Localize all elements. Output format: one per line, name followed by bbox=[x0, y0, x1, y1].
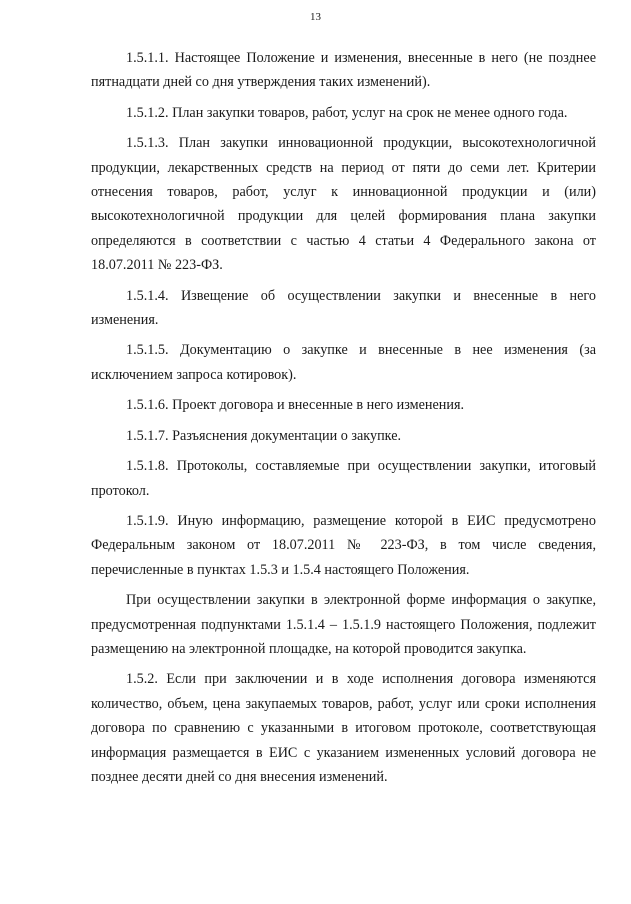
page-number: 13 bbox=[310, 11, 321, 23]
paragraph-1-5-1-5: 1.5.1.5. Документацию о закупке и внесенные в нее изменения (за исключением запроса котировок). bbox=[91, 342, 596, 383]
paragraph-1-5-1-7: 1.5.1.7. Разъяснения документации о закупке. bbox=[126, 427, 402, 444]
paragraph-1-5-1-3: 1.5.1.3. План закупки инновационной продукции, высокотехнологичной продукции, лекарственных средств на период от пяти до семи лет. Критерии отнесения товаров, работ, услуг к инновационной продукции и (или) высокотехнологичной продукции для целей формирования плана закупки определяются в соответствии с частью 4 статьи 4 Федерального закона от 18.07.2011 № 223-ФЗ. bbox=[91, 135, 596, 274]
paragraph-electronic-form: При осуществлении закупки в электронной форме информация о закупке, предусмотренная подпунктами 1.5.1.4 – 1.5.1.9 настоящего Положения, подлежит размещению на электронной площадке, на которой проводится закупка. bbox=[91, 592, 596, 657]
paragraph-1-5-1-2: 1.5.1.2. План закупки товаров, работ, услуг на срок не менее одного года. bbox=[126, 104, 568, 121]
paragraph-1-5-1-9: 1.5.1.9. Иную информацию, размещение которой в ЕИС предусмотрено Федеральным законом от 18.07.2011 № 223-ФЗ, в том числе сведения, перечисленные в пунктах 1.5.3 и 1.5.4 настоящего Положения. bbox=[91, 512, 596, 578]
paragraph-1-5-1-1: 1.5.1.1. Настоящее Положение и изменения, внесенные в него (не позднее пятнадцати дней со дня утверждения таких изменений). bbox=[91, 50, 596, 91]
paragraph-1-5-1-4: 1.5.1.4. Извещение об осуществлении закупки и внесенные в него изменения. bbox=[91, 287, 596, 329]
paragraph-1-5-1-8: 1.5.1.8. Протоколы, составляемые при осуществлении закупки, итоговый протокол. bbox=[91, 458, 596, 499]
paragraph-1-5-1-6: 1.5.1.6. Проект договора и внесенные в него изменения. bbox=[126, 397, 465, 414]
document-body bbox=[91, 46, 596, 789]
paragraph-1-5-2: 1.5.2. Если при заключении и в ходе исполнения договора изменяются количество, объем, цена закупаемых товаров, работ, услуг или сроки исполнения договора по сравнению с указанными в итоговом протоколе, соответствующая информация размещается в ЕИС с указанием измененных условий договора не позднее десяти дней со дня внесения изменений. bbox=[91, 671, 596, 785]
